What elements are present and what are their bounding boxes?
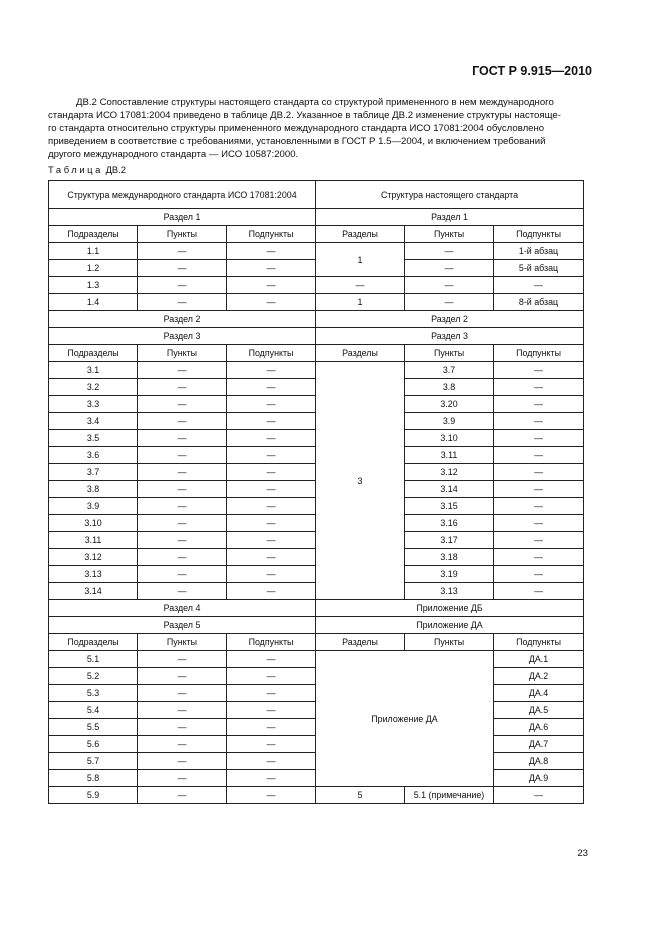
table-cell: 1 — [316, 294, 405, 311]
table-cell: — — [494, 787, 584, 804]
table-cell: — — [494, 515, 584, 532]
page-number: 23 — [577, 848, 588, 859]
table-cell: — — [138, 787, 227, 804]
table-cell: 3.10 — [405, 430, 494, 447]
column-header: Пункты — [405, 345, 494, 362]
table-cell: — — [227, 430, 316, 447]
column-header: Пункты — [138, 226, 227, 243]
table-cell: — — [138, 430, 227, 447]
table-cell: — — [227, 481, 316, 498]
column-header: Подпункты — [227, 345, 316, 362]
table-cell: — — [138, 294, 227, 311]
column-header: Пункты — [405, 634, 494, 651]
table-row — [49, 226, 584, 243]
table-cell: 3.19 — [405, 566, 494, 583]
section-header: Раздел 2 — [49, 311, 316, 328]
table-row — [49, 311, 584, 328]
section-header: Раздел 4 — [49, 600, 316, 617]
table-cell: 3.1 — [49, 362, 138, 379]
table-row — [49, 634, 584, 651]
table-cell: — — [227, 515, 316, 532]
table-cell: — — [494, 379, 584, 396]
table-cell: 3.13 — [405, 583, 494, 600]
table-cell: — — [138, 719, 227, 736]
table-cell: — — [227, 702, 316, 719]
table-cell: 8-й абзац — [494, 294, 584, 311]
table-caption — [48, 164, 126, 175]
column-header: Разделы — [316, 345, 405, 362]
table-cell: 5.9 — [49, 787, 138, 804]
paragraph-line: го стандарта относительно структуры примененного международного стандарта ИСО 17081:2004 обусловлено — [48, 123, 545, 134]
table-cell: — — [138, 447, 227, 464]
table-cell: 1.3 — [49, 277, 138, 294]
table-cell: — — [405, 260, 494, 277]
table-cell: — — [138, 753, 227, 770]
table-cell: — — [227, 362, 316, 379]
table-row — [49, 651, 584, 668]
column-header: Разделы — [316, 226, 405, 243]
table-cell: — — [138, 481, 227, 498]
table-cell: — — [405, 277, 494, 294]
table-cell: 5.2 — [49, 668, 138, 685]
table-cell: — — [227, 498, 316, 515]
table-cell: 3.16 — [405, 515, 494, 532]
paragraph-line: другого международного стандарта — ИСО 10587:2000. — [48, 149, 299, 160]
table-cell: ДА.7 — [494, 736, 584, 753]
table-cell: 5-й абзац — [494, 260, 584, 277]
section-header: Раздел 3 — [49, 328, 316, 345]
paragraph-line: стандарта ИСО 17081:2004 приведено в таблице ДВ.2. Указанное в таблице ДВ.2 изменение структуры настояще- — [48, 110, 561, 121]
column-header: Подпункты — [494, 345, 584, 362]
table-cell: ДА.5 — [494, 702, 584, 719]
section-header: Раздел 1 — [49, 209, 316, 226]
caption-number: ДВ.2 — [105, 164, 126, 175]
table-cell: — — [227, 787, 316, 804]
table-cell: 3.12 — [405, 464, 494, 481]
table-cell: 5.1 (примечание) — [405, 787, 494, 804]
paragraph-line: приведением в соответствие с требованиями, установленными в ГОСТ Р 1.5—2004, и включением требований — [48, 136, 546, 147]
table-cell: 3.2 — [49, 379, 138, 396]
table-cell: — — [138, 464, 227, 481]
table-cell: — — [138, 277, 227, 294]
table-cell: — — [227, 736, 316, 753]
table-cell: 3.15 — [405, 498, 494, 515]
table-cell: 3.8 — [405, 379, 494, 396]
table-cell: — — [405, 243, 494, 260]
table-cell: — — [138, 668, 227, 685]
column-header: Подпункты — [227, 634, 316, 651]
table-cell: 1.2 — [49, 260, 138, 277]
table-cell: — — [138, 702, 227, 719]
table-cell: ДА.8 — [494, 753, 584, 770]
table-cell: — — [138, 362, 227, 379]
table-cell: 3.20 — [405, 396, 494, 413]
table-cell: — — [494, 498, 584, 515]
table-row — [49, 277, 584, 294]
table-cell: — — [227, 549, 316, 566]
table-cell: — — [227, 770, 316, 787]
table-cell: 3.12 — [49, 549, 138, 566]
table-cell: 3.14 — [405, 481, 494, 498]
table-cell: — — [227, 583, 316, 600]
table-cell: — — [138, 685, 227, 702]
column-header: Подпункты — [227, 226, 316, 243]
table-cell: — — [227, 260, 316, 277]
table-cell: ДА.4 — [494, 685, 584, 702]
table-cell: — — [138, 243, 227, 260]
table-row — [49, 787, 584, 804]
table-cell: — — [138, 651, 227, 668]
table-cell: 3.6 — [49, 447, 138, 464]
table-cell: — — [227, 447, 316, 464]
section-header: Раздел 3 — [316, 328, 584, 345]
table-cell: — — [316, 277, 405, 294]
caption-label: Таблица — [48, 164, 103, 175]
table-cell: — — [227, 753, 316, 770]
table-cell: — — [227, 532, 316, 549]
table-cell: ДА.9 — [494, 770, 584, 787]
table-cell: 3.8 — [49, 481, 138, 498]
table-row — [49, 294, 584, 311]
table-cell: 3.13 — [49, 566, 138, 583]
table-cell: — — [494, 413, 584, 430]
table-row — [49, 617, 584, 634]
table-cell: — — [138, 736, 227, 753]
table-heading: Структура настоящего стандарта — [316, 181, 584, 209]
table-cell: 3.7 — [405, 362, 494, 379]
table-heading: Структура международного стандарта ИСО 17081:2004 — [49, 181, 316, 209]
table-cell: — — [494, 362, 584, 379]
table-cell: ДА.2 — [494, 668, 584, 685]
table-cell: — — [405, 294, 494, 311]
table-row — [49, 362, 584, 379]
table-cell: — — [138, 549, 227, 566]
table-cell: ДА.1 — [494, 651, 584, 668]
merged-cell: 1 — [316, 243, 405, 277]
table-cell: 5.6 — [49, 736, 138, 753]
table-cell: — — [494, 532, 584, 549]
table-cell: 1.4 — [49, 294, 138, 311]
table-cell: — — [494, 430, 584, 447]
table-cell: — — [138, 396, 227, 413]
table-cell: — — [227, 719, 316, 736]
table-cell: — — [494, 566, 584, 583]
table-cell: 3.4 — [49, 413, 138, 430]
table-cell: 1-й абзац — [494, 243, 584, 260]
table-cell: 3.18 — [405, 549, 494, 566]
table-cell: — — [227, 243, 316, 260]
column-header: Подпункты — [494, 226, 584, 243]
section-header: Раздел 1 — [316, 209, 584, 226]
table-cell: — — [494, 583, 584, 600]
table-row — [49, 600, 584, 617]
table-cell: 5.8 — [49, 770, 138, 787]
section-header: Раздел 5 — [49, 617, 316, 634]
column-header: Пункты — [138, 634, 227, 651]
table-cell: 5 — [316, 787, 405, 804]
table-cell: — — [227, 651, 316, 668]
table-cell: 3.17 — [405, 532, 494, 549]
intro-paragraph — [48, 96, 585, 161]
column-header: Разделы — [316, 634, 405, 651]
table-cell: 3.10 — [49, 515, 138, 532]
table-cell: — — [227, 277, 316, 294]
table-cell: — — [138, 515, 227, 532]
table-cell: 5.7 — [49, 753, 138, 770]
table-cell: — — [494, 447, 584, 464]
table-cell: 3.5 — [49, 430, 138, 447]
table-cell: — — [227, 413, 316, 430]
table-cell: 3.11 — [49, 532, 138, 549]
table-cell: — — [138, 770, 227, 787]
table-cell: — — [227, 464, 316, 481]
table-cell: — — [494, 277, 584, 294]
table-cell: — — [494, 464, 584, 481]
merged-cell: 3 — [316, 362, 405, 600]
column-header: Подразделы — [49, 345, 138, 362]
table-row — [49, 328, 584, 345]
table-cell: 5.3 — [49, 685, 138, 702]
column-header: Подразделы — [49, 226, 138, 243]
table-cell: 3.9 — [49, 498, 138, 515]
column-header: Пункты — [138, 345, 227, 362]
table-cell: 3.11 — [405, 447, 494, 464]
table-row — [49, 209, 584, 226]
table-cell: — — [138, 413, 227, 430]
section-header: Приложение ДА — [316, 617, 584, 634]
document-code: ГОСТ Р 9.915—2010 — [472, 64, 592, 78]
table-cell: — — [227, 566, 316, 583]
table-cell: — — [494, 549, 584, 566]
column-header: Пункты — [405, 226, 494, 243]
merged-cell: Приложение ДА — [316, 651, 494, 787]
table-cell: — — [138, 379, 227, 396]
table-cell: 5.5 — [49, 719, 138, 736]
table-row — [49, 243, 584, 260]
table-cell: ДА.6 — [494, 719, 584, 736]
table-cell: — — [138, 566, 227, 583]
table-cell: 3.9 — [405, 413, 494, 430]
table-cell: — — [227, 294, 316, 311]
table-cell: — — [494, 396, 584, 413]
table-cell: — — [227, 668, 316, 685]
table-cell: — — [227, 379, 316, 396]
table-cell: — — [494, 481, 584, 498]
table-cell: 5.4 — [49, 702, 138, 719]
section-header: Раздел 2 — [316, 311, 584, 328]
table-cell: 3.14 — [49, 583, 138, 600]
table-cell: — — [138, 260, 227, 277]
column-header: Подпункты — [494, 634, 584, 651]
section-header: Приложение ДБ — [316, 600, 584, 617]
column-header: Подразделы — [49, 634, 138, 651]
table-cell: — — [227, 685, 316, 702]
table-cell: — — [138, 583, 227, 600]
structure-comparison-table — [48, 180, 584, 804]
table-row — [49, 181, 584, 209]
table-cell: 1.1 — [49, 243, 138, 260]
table-cell: — — [138, 532, 227, 549]
table-cell: — — [138, 498, 227, 515]
table-cell: 3.3 — [49, 396, 138, 413]
table-cell: 3.7 — [49, 464, 138, 481]
table-cell: 5.1 — [49, 651, 138, 668]
table-cell: — — [227, 396, 316, 413]
paragraph-line: ДВ.2 Сопоставление структуры настоящего стандарта со структурой примененного в нем международного — [76, 97, 554, 108]
table-row — [49, 345, 584, 362]
